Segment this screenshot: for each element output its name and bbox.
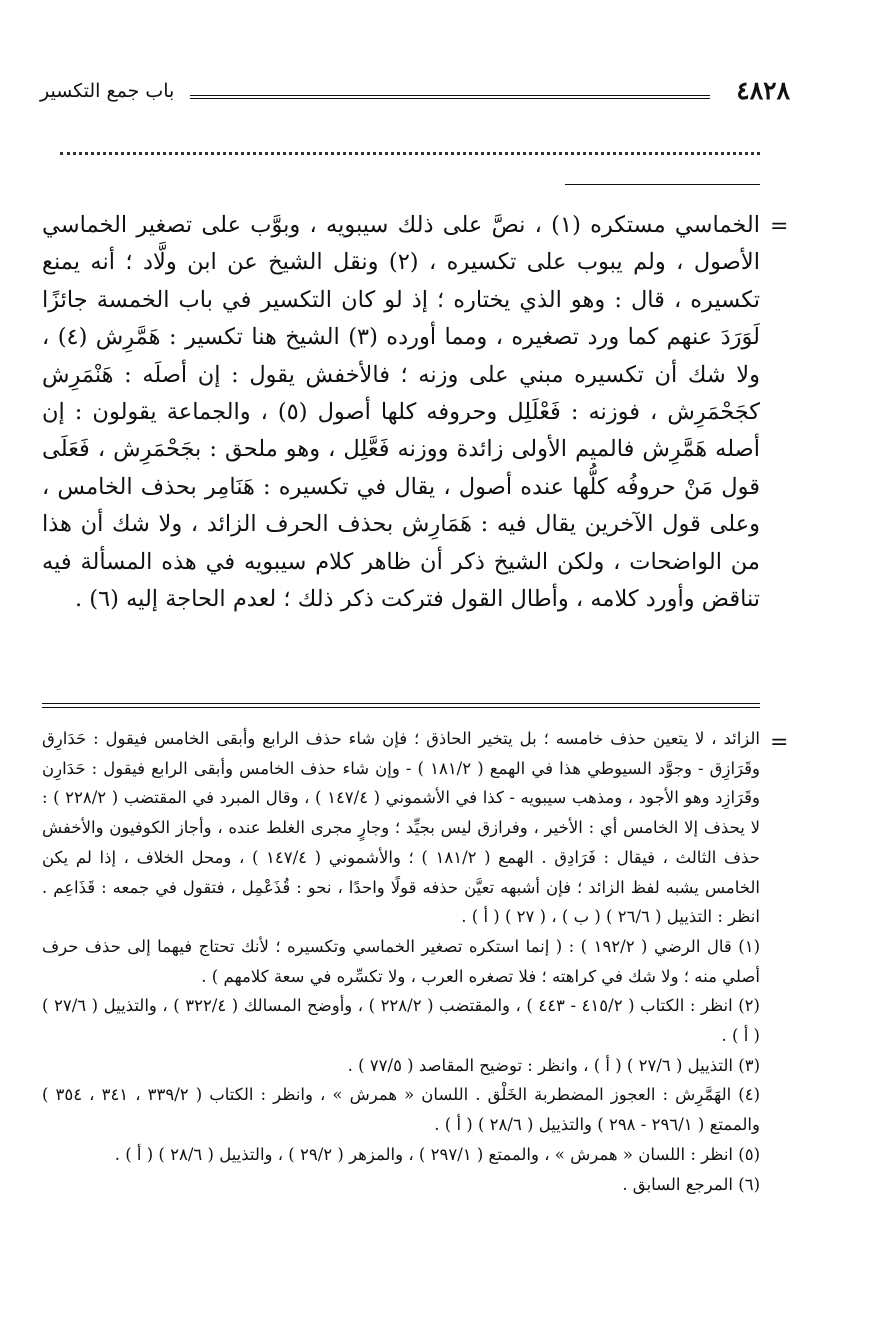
page-header: [40, 76, 790, 110]
short-rule: [565, 184, 760, 185]
footnote-continuation-mark: =: [770, 730, 789, 755]
main-paragraph: الخماسي مستكره (١) ، نصَّ على ذلك سيبويه ، وبوَّب على تصغير الخماسي الأصول ، ولم يبوب على تكسيره ، (٢) ونقل الشيخ عن ابن ولَّاد ؛ أنه يمنع تكسيره ، قال : وهو الذي يختاره ؛ إذ لو كان التكسير في باب الخمسة جائزًا لَوَرَدَ عنهم كما ورد تصغيره ، ومما أورده (٣) الشيخ هنا تكسير : هَمَّرِش (٤) ، ولا شك أن تكسيره مبني على وزنه ؛ فالأخفش يقول : إن أصلَه : هَنْمَرِش كجَحْمَرِش ، فوزنه : فَعْلَلِل وحروفه كلها أصول (٥) ، والجماعة يقولون : إن أصله هَمَّرِش فالميم الأولى زائدة ووزنه فَعَّلِل ، وهو ملحق : بجَحْمَرِش ، فَعَلَى قول مَنْ حروفُه كلُّها عنده أصول ، يقال في تكسيره : هَنَامِر بحذف الخامس ، وعلى قول الآخرين يقال فيه : هَمَارِش بحذف الحرف الزائد ، ولا شك أن هذا من الواضحات ، ولكن الشيخ ذكر أن ظاهر كلام سيبويه في هذه المسألة فيه تناقض وأورد كلامه ، وأطال القول فتركت ذكر ذلك ؛ لعدم الحاجة إليه (٦) .: [42, 212, 760, 613]
footnote-3: (٣) التذييل ( ٢٧/٦ ) ( أ ) ، وانظر : توضيح المقاصد ( ٧٧/٥ ) .: [347, 1055, 760, 1075]
footnote-continuation: الزائد ، لا يتعين حذف خامسه ؛ بل يتخير الحاذق ؛ فإن شاء حذف الرابع وأبقى الخامس فيقول : حَدَارِق وقَرَازِق - وجوَّد السيوطي هذا في الهمع ( ١٨١/٢ ) - وإن شاء حذف الخامس وأبقى الرابع فيقول : حَدَارِن وقَرَازِد وهو الأجود ، ومذهب سيبويه - كذا في الأشموني ( ١٤٧/٤ ) ، وقال المبرد في المقتضب ( ٢٢٨/٢ ) : لا يحذف إلا الخامس أي : الأخير ، وفرازق ليس بجيِّد ؛ وجارٍ مجرى الغلط عنده ، وأجاز الكوفيون والأخفش حذف الثالث ، فيقال : فَرَادِق . الهمع ( ١٨١/٢ ) ؛ والأشموني ( ١٤٧/٤ ) ، ومحل الخلاف ، إذا لم يكن الخامس يشبه لفظ الزائد ؛ فإن أشبهه تعيَّن حذفه قولًا واحدًا ، نحو : قُذَعْمِل ، فتقول في جمعه : قَذَاعِم . انظر : التذييل ( ٢٦/٦ ) ( ب ) ، ( ٢٧ ) ( أ ) .: [42, 729, 760, 927]
footnote-2: (٢) انظر : الكتاب ( ٤١٥/٢ - ٤٤٣ ) ، والمقتضب ( ٢٢٨/٢ ) ، وأوضح المسالك ( ٣٢٢/٤ ) ، والتذييل ( ٢٧/٦ ) ( أ ) .: [42, 996, 760, 1046]
dotted-separator: [60, 152, 760, 155]
footnote-1: (١) قال الرضي ( ١٩٢/٢ ) : ( إنما استكره تصغير الخماسي وتكسيره ؛ لأنك تحتاج فيهما إلى حذف حرف أصلي منه ؛ ولا شك في كراهته ؛ فلا تصغره العرب ، ولا تكسِّره في سعة كلامهم ) .: [42, 936, 760, 986]
page-number: ٤٨٢٨: [736, 76, 790, 105]
footnote-6: (٦) المرجع السابق .: [622, 1174, 760, 1194]
footnote-separator: [42, 703, 760, 708]
footnote-4: (٤) الهَمَّرِش : العجوز المضطربة الخَلْق . اللسان « همرش » ، وانظر : الكتاب ( ٣٣٩/٢ ، ٣٤١ ، ٣٥٤ ) والممتع ( ٢٩٦/١ - ٢٩٨ ) والتذييل ( ٢٨/٦ ) ( أ ) .: [42, 1085, 760, 1135]
header-rule: [190, 95, 710, 99]
footnote-5: (٥) انظر : اللسان « همرش » ، والممتع ( ٢٩٧/١ ) ، والمزهر ( ٢٩/٢ ) ، والتذييل ( ٢٨/٦ ) ( أ ) .: [114, 1144, 760, 1164]
continuation-mark: =: [770, 214, 789, 239]
footnotes: [42, 724, 760, 1199]
chapter-title: باب جمع التكسير: [40, 80, 175, 102]
